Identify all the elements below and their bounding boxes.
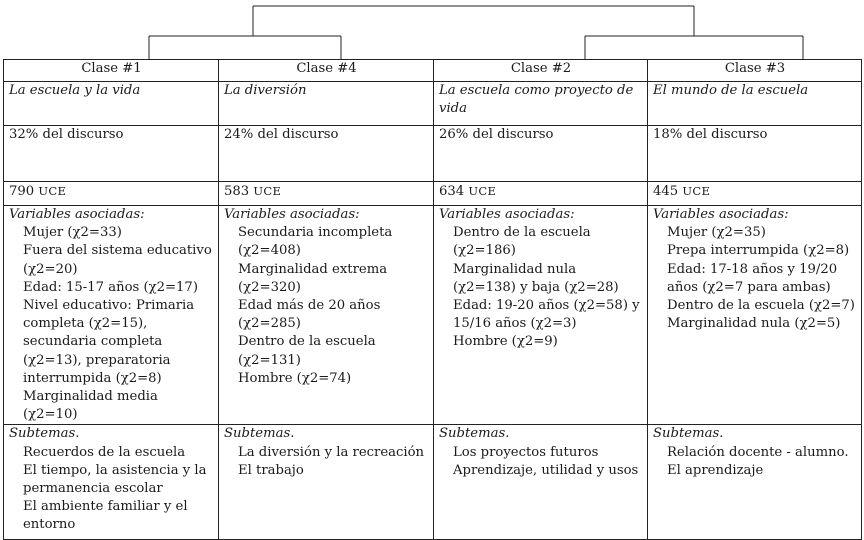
discourse-share: 24% del discurso <box>219 126 434 182</box>
class-theme: La escuela y la vida <box>4 82 219 126</box>
variable-item: Hombre (χ2=74) <box>238 370 352 386</box>
uce-count: 583 <box>224 184 250 199</box>
variable-item: Edad: 19-20 años (χ2=58) y 15/16 años (χ2=3) <box>453 298 640 332</box>
variable-item: Prepa interrumpida (χ2=8) <box>667 243 850 259</box>
uce-count-row <box>4 182 862 206</box>
uce-unit: UCE <box>468 184 497 198</box>
associated-variables-cell <box>434 206 648 425</box>
class-theme: La escuela como proyecto de vida <box>434 82 648 126</box>
variable-item: Dentro de la escuela (χ2=131) <box>238 334 376 368</box>
discourse-share: 32% del discurso <box>4 126 219 182</box>
class-header-row <box>4 60 862 82</box>
uce-unit: UCE <box>682 184 711 198</box>
uce-count-cell <box>434 182 648 206</box>
variable-item: Marginalidad extrema (χ2=320) <box>238 261 388 295</box>
class-theme: El mundo de la escuela <box>648 82 862 126</box>
class-header: Clase #4 <box>219 60 434 82</box>
subthemes-cell <box>648 425 862 540</box>
class-header: Clase #2 <box>434 60 648 82</box>
uce-unit: UCE <box>38 184 67 198</box>
uce-count-cell <box>4 182 219 206</box>
variable-item: Dentro de la escuela (χ2=186) <box>453 225 591 259</box>
cluster-dendrogram <box>0 0 864 60</box>
uce-count-cell <box>219 182 434 206</box>
subthemes-label: Subtemas. <box>9 426 80 442</box>
subtheme-item: Relación docente - alumno. <box>667 444 849 460</box>
variable-item: Marginalidad nula (χ2=138) y baja (χ2=28) <box>453 261 619 295</box>
variables-label: Variables asociadas: <box>9 207 145 222</box>
discourse-share-row <box>4 126 862 182</box>
variable-item: Hombre (χ2=9) <box>453 334 558 350</box>
subtheme-item: Los proyectos futuros <box>453 444 599 460</box>
subtheme-item: El tiempo, la asistencia y la permanencia escolar <box>23 462 207 497</box>
subtheme-item: El aprendizaje <box>667 462 764 478</box>
associated-variables-cell <box>219 206 434 425</box>
variable-item: Mujer (χ2=35) <box>667 225 766 241</box>
variable-item: Nivel educativo: Primaria completa (χ2=15), secundaria completa (χ2=13), preparatoria interrumpida (χ2=8) <box>23 298 195 386</box>
subthemes-cell <box>219 425 434 540</box>
subtheme-item: El ambiente familiar y el entorno <box>23 499 188 533</box>
variables-list <box>653 224 857 333</box>
uce-count: 445 <box>653 184 679 199</box>
variables-label: Variables asociadas: <box>653 207 789 222</box>
subtheme-item: El trabajo <box>238 462 304 478</box>
subtheme-item: La diversión y la recreación <box>238 444 425 460</box>
cluster-table <box>3 59 862 540</box>
class-header: Clase #1 <box>4 60 219 82</box>
variable-item: Fuera del sistema educativo (χ2=20) <box>23 243 212 277</box>
associated-variables-row <box>4 206 862 425</box>
variable-item: Edad: 15-17 años (χ2=17) <box>23 279 198 295</box>
subtheme-item: Aprendizaje, utilidad y usos <box>453 462 639 478</box>
discourse-share: 26% del discurso <box>434 126 648 182</box>
subthemes-cell <box>4 425 219 540</box>
variables-list <box>439 224 643 351</box>
variables-list <box>9 224 214 424</box>
subthemes-label: Subtemas. <box>653 426 724 442</box>
uce-count: 790 <box>9 184 35 199</box>
variable-item: Dentro de la escuela (χ2=7) <box>667 298 855 314</box>
variable-item: Mujer (χ2=33) <box>23 225 122 241</box>
subthemes-label: Subtemas. <box>439 426 510 442</box>
subtheme-item: Recuerdos de la escuela <box>23 444 186 460</box>
subthemes-list <box>224 444 429 480</box>
subthemes-list <box>653 444 857 480</box>
variable-item: Edad: 17-18 años y 19/20 años (χ2=7 para ambas) <box>667 261 838 295</box>
subthemes-cell <box>434 425 648 540</box>
variables-label: Variables asociadas: <box>439 207 575 222</box>
variables-label: Variables asociadas: <box>224 207 360 222</box>
class-theme: La diversión <box>219 82 434 126</box>
uce-count-cell <box>648 182 862 206</box>
class-header: Clase #3 <box>648 60 862 82</box>
subthemes-list <box>9 444 214 535</box>
variable-item: Marginalidad media (χ2=10) <box>23 389 158 423</box>
subthemes-row <box>4 425 862 540</box>
uce-count: 634 <box>439 184 465 199</box>
discourse-share: 18% del discurso <box>648 126 862 182</box>
associated-variables-cell <box>4 206 219 425</box>
uce-unit: UCE <box>253 184 282 198</box>
class-theme-row <box>4 82 862 126</box>
associated-variables-cell <box>648 206 862 425</box>
variable-item: Edad más de 20 años (χ2=285) <box>238 298 381 332</box>
variables-list <box>224 224 429 388</box>
variable-item: Marginalidad nula (χ2=5) <box>667 316 841 332</box>
subthemes-label: Subtemas. <box>224 426 295 442</box>
variable-item: Secundaria incompleta (χ2=408) <box>238 225 393 259</box>
subthemes-list <box>439 444 643 480</box>
